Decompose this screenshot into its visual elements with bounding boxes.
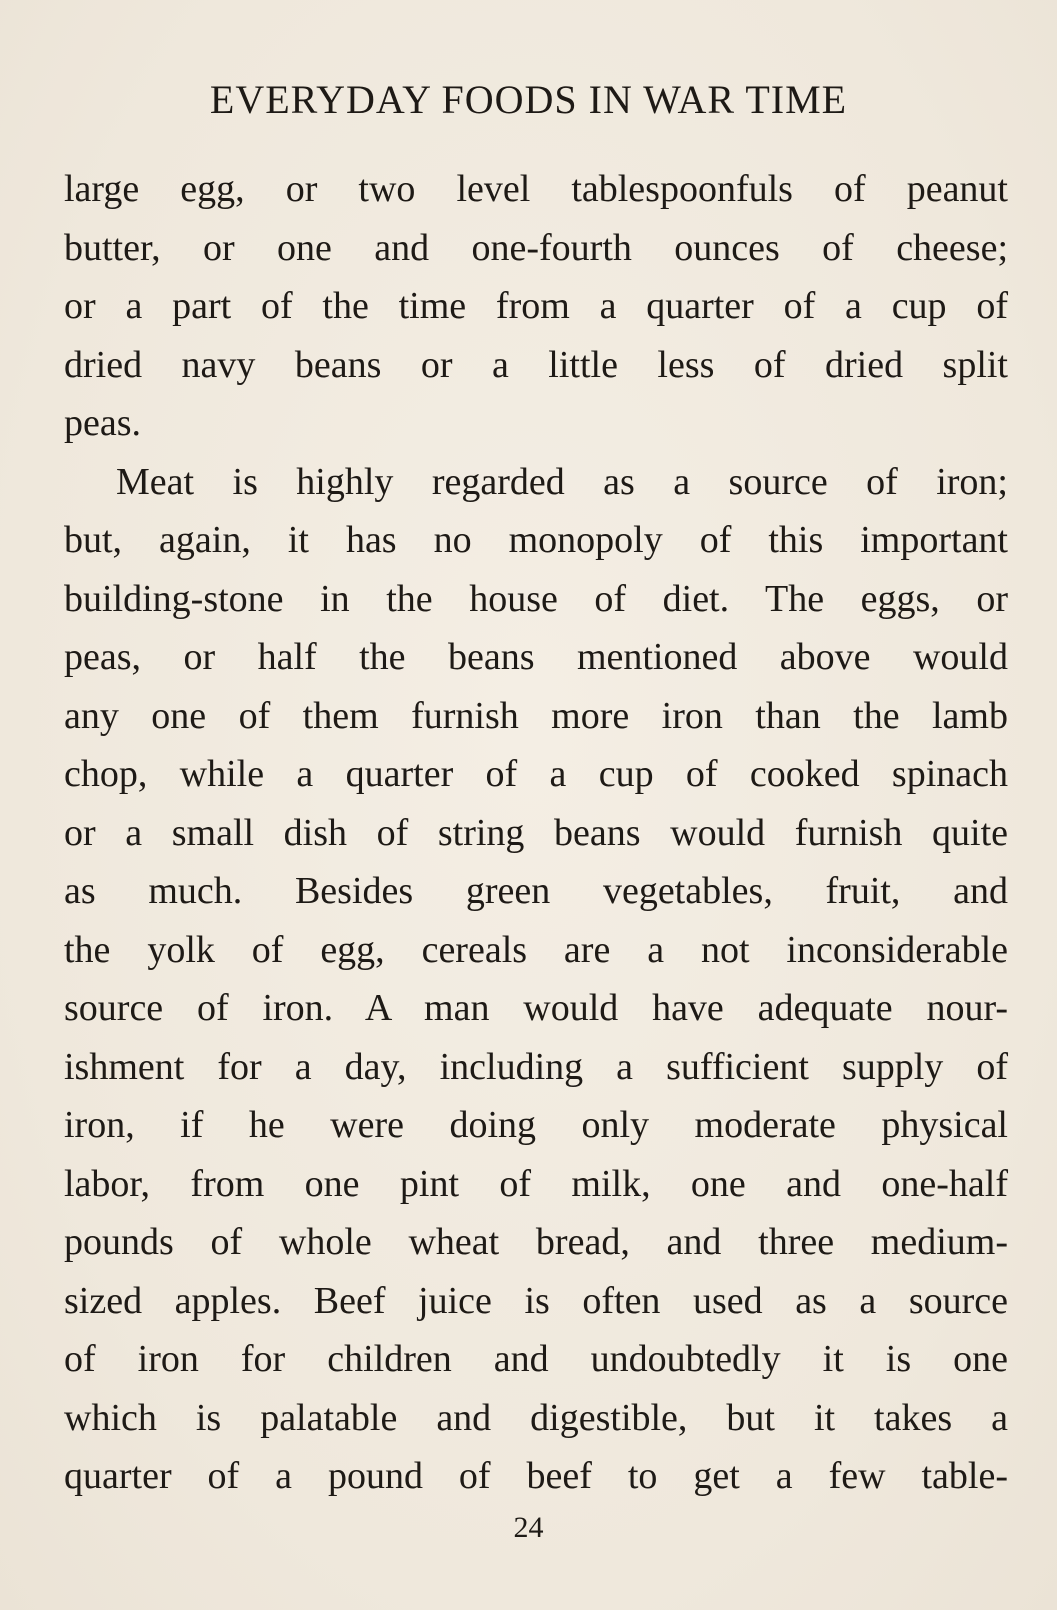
- text-line: labor, from one pint of milk, one and one-half: [64, 1162, 1008, 1205]
- text-line: or a small dish of string beans would furnish quite: [64, 811, 1008, 854]
- text-line: sized apples. Beef juice is often used as a source: [64, 1279, 1008, 1322]
- text-line: any one of them furnish more iron than the lamb: [64, 694, 1008, 737]
- text-line: as much. Besides green vegetables, fruit, and: [64, 870, 1008, 912]
- text-line: peas.: [64, 402, 142, 444]
- text-line: chop, while a quarter of a cup of cooked spinach: [64, 753, 1008, 795]
- text-line: quarter of a pound of beef to get a few table-: [64, 1455, 1008, 1497]
- text-line: ishment for a day, including a sufficient supply of: [64, 1045, 1008, 1088]
- text-line: large egg, or two level tablespoonfuls of peanut: [64, 168, 1008, 210]
- text-line: or a part of the time from a quarter of a cup of: [64, 285, 1008, 327]
- text-line: which is palatable and digestible, but it takes a: [64, 1396, 1008, 1439]
- text-line: Meat is highly regarded as a source of iron;: [116, 460, 1008, 503]
- text-line: peas, or half the beans mentioned above would: [64, 636, 1008, 678]
- text-line: dried navy beans or a little less of dried split: [64, 343, 1008, 386]
- body-text: [64, 160, 1008, 1506]
- running-head: EVERYDAY FOODS IN WAR TIME: [209, 77, 848, 122]
- text-line: building-stone in the house of diet. The eggs, or: [64, 577, 1008, 620]
- text-line: source of iron. A man would have adequate nour-: [64, 987, 1008, 1029]
- text-line: of iron for children and undoubtedly it is one: [64, 1338, 1008, 1380]
- text-line: pounds of whole wheat bread, and three medium-: [64, 1221, 1008, 1263]
- page-number: 24: [513, 1511, 544, 1544]
- text-line: butter, or one and one-fourth ounces of cheese;: [64, 226, 1008, 269]
- text-line: iron, if he were doing only moderate physical: [64, 1104, 1008, 1146]
- text-line: but, again, it has no monopoly of this important: [64, 519, 1008, 561]
- text-line: the yolk of egg, cereals are a not inconsiderable: [64, 928, 1008, 971]
